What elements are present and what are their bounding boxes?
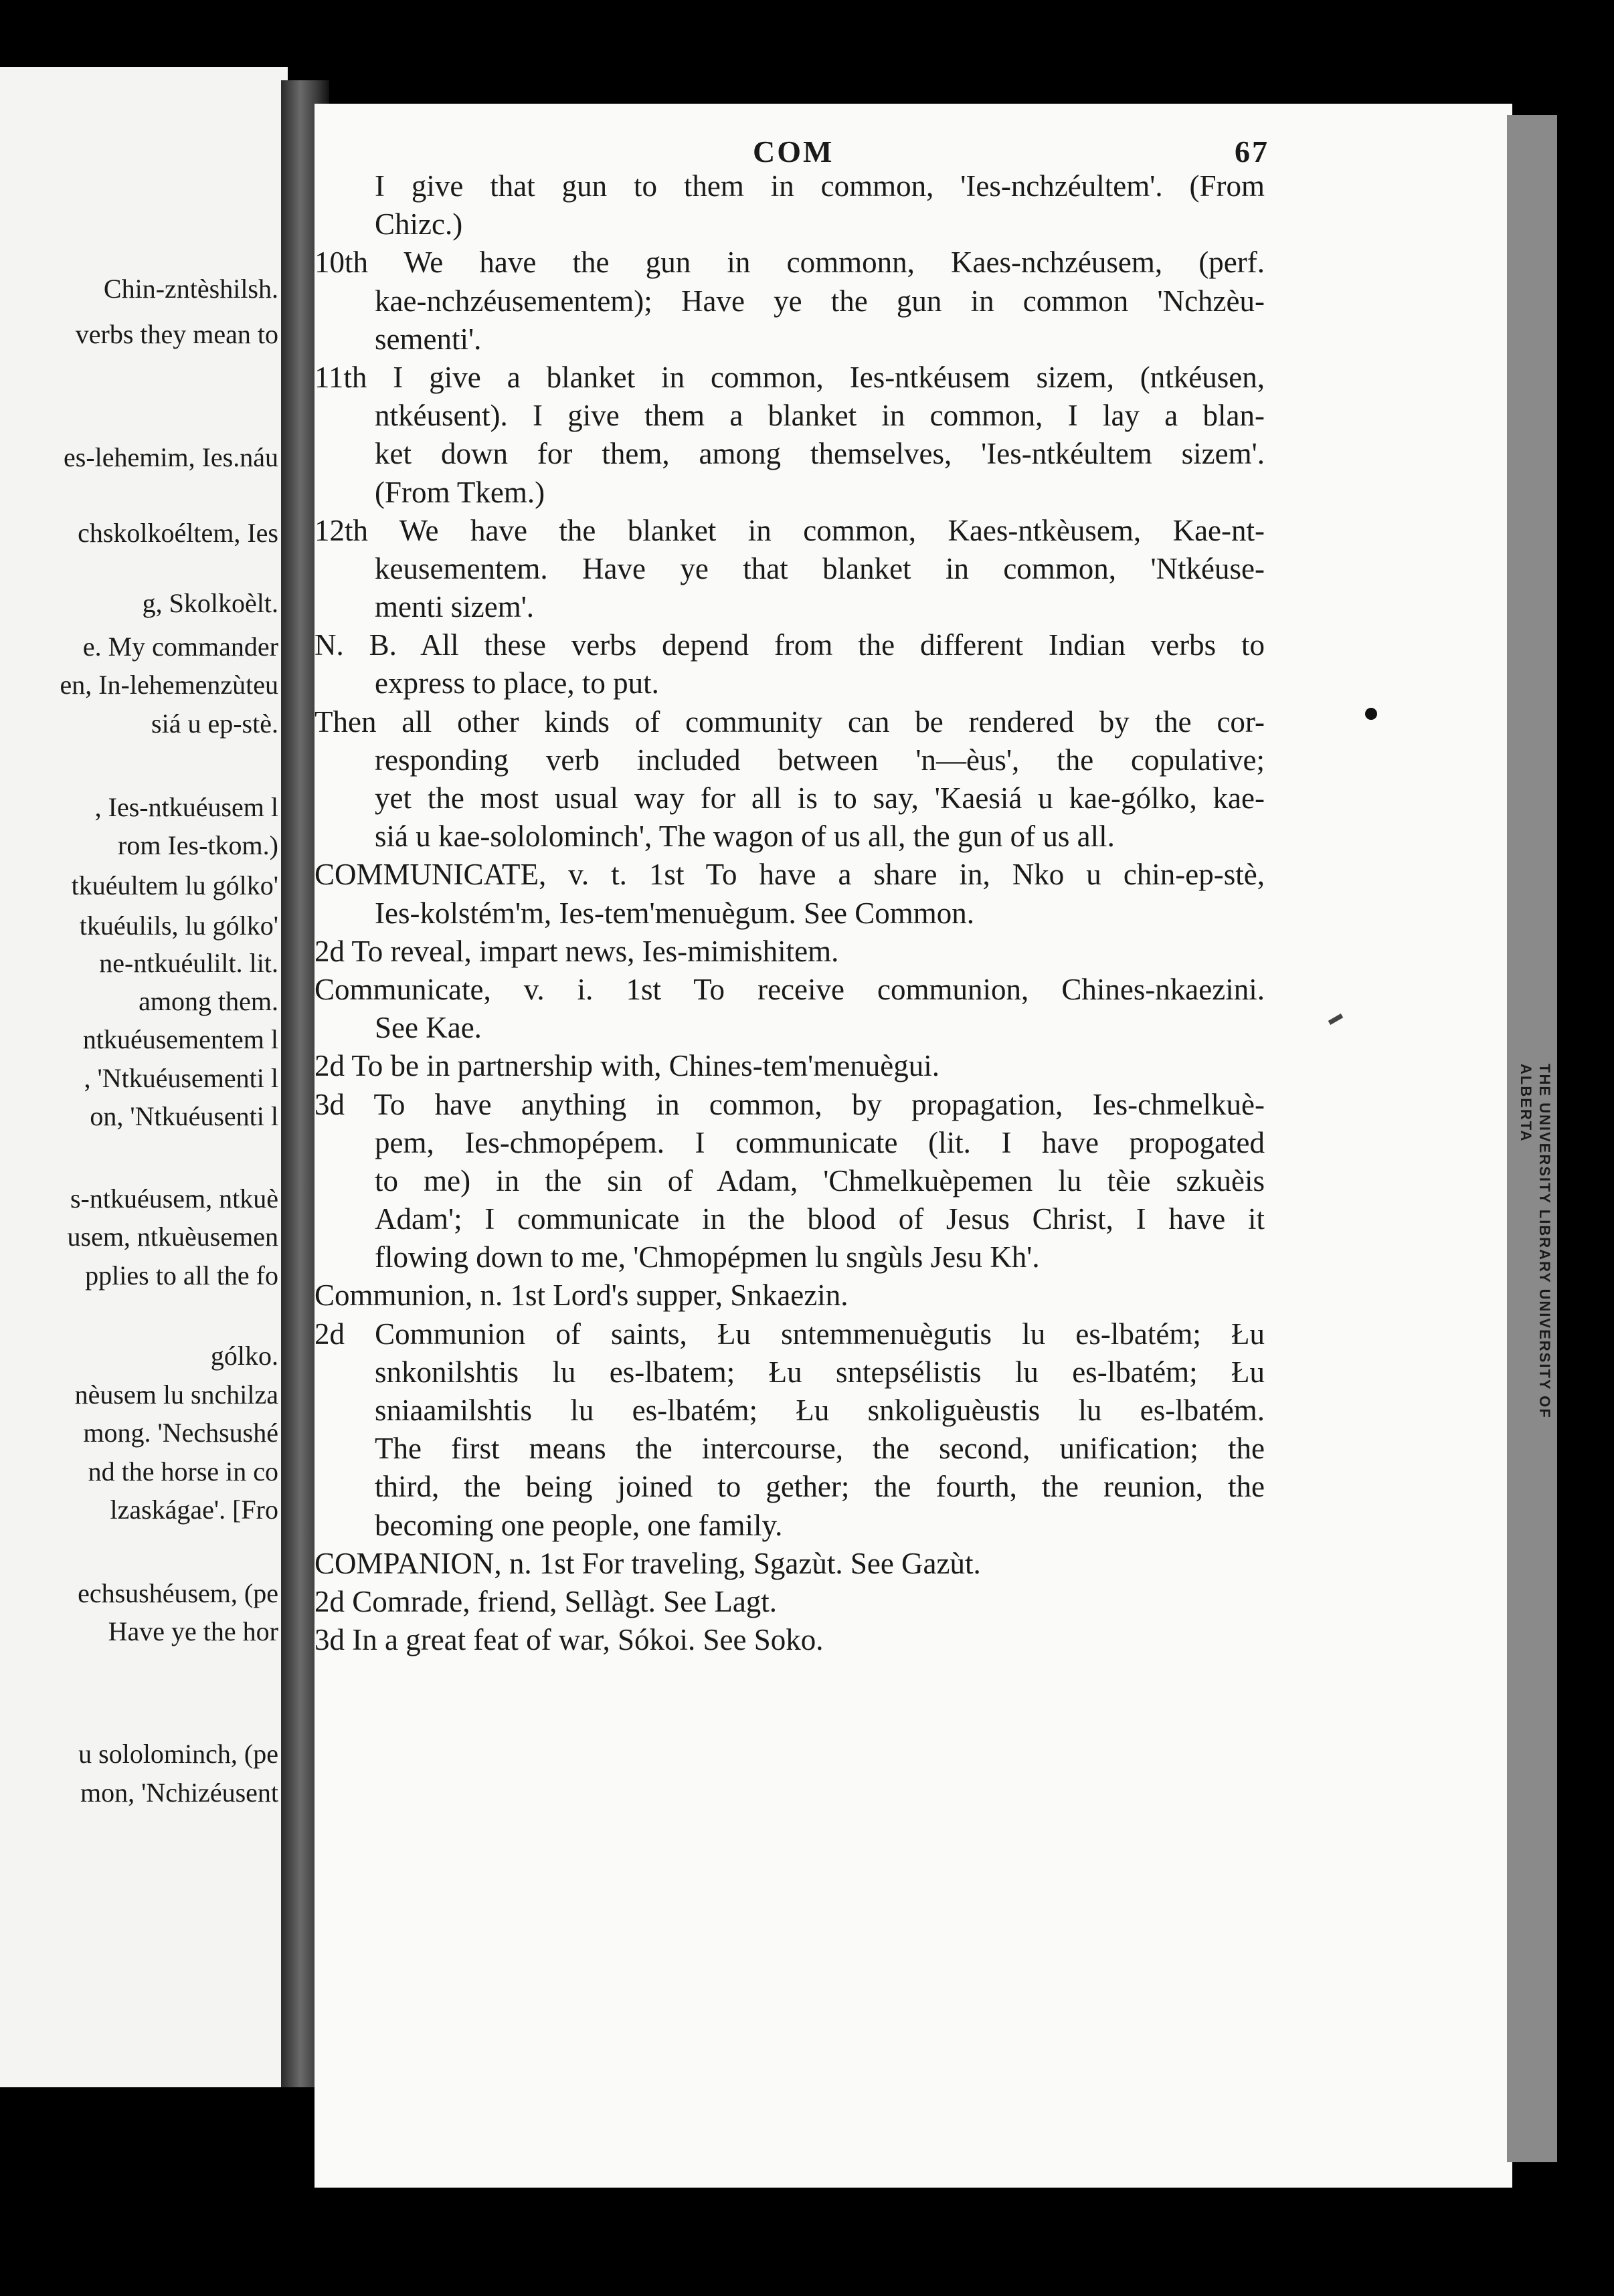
text-line: kae-nchzéusementem); Have ye the gun in common 'Nchzèu-	[375, 284, 1265, 318]
left-page-line: tkuéultem lu gólko'	[71, 870, 278, 900]
text-line: I give that gun to them in common, 'Ies-nchzéultem'. (From	[375, 169, 1265, 203]
library-stamp: THE UNIVERSITY LIBRARY UNIVERSITY OF ALBERTA	[1518, 1064, 1553, 1419]
left-page-line: nd the horse in co	[88, 1456, 278, 1487]
left-page-line: , Ies-ntkuéusem l	[94, 792, 278, 822]
text-line: Communicate, v. i. 1st To receive communion, Chines-nkaezini.	[315, 972, 1265, 1006]
text-line: keusementem. Have ye that blanket in common, 'Ntkéuse-	[375, 551, 1265, 585]
text-line: (From Tkem.)	[375, 475, 545, 509]
left-page-line: echsushéusem, (pe	[78, 1578, 278, 1608]
left-page	[0, 67, 288, 2087]
left-page-line: ne-ntkuéulilt. lit.	[99, 948, 278, 978]
running-head: COM	[753, 134, 834, 169]
left-page-line: ntkuéusementem l	[82, 1024, 278, 1054]
text-line: menti sizem'.	[375, 590, 535, 624]
text-line: sementi'.	[375, 322, 482, 356]
dictionary-text	[315, 167, 1265, 1659]
left-page-line: tkuéulils, lu gólko'	[79, 911, 278, 941]
left-page-line: among them.	[139, 986, 278, 1016]
text-line: The first means the intercourse, the second, unification; the	[375, 1432, 1265, 1466]
text-line: 3d To have anything in common, by propagation, Ies-chmelkuè-	[315, 1087, 1265, 1121]
left-page-line: on, 'Ntkuéusenti l	[90, 1101, 278, 1131]
left-page-line: lzaskágae'. [Fro	[110, 1495, 278, 1525]
left-page-line: es-lehemim, Ies.náu	[64, 442, 278, 472]
left-page-line: siá u ep-stè.	[151, 708, 278, 739]
text-line: COMMUNICATE, v. t. 1st To have a share in, Nko u chin-ep-stè,	[315, 858, 1265, 892]
text-line: 11th I give a blanket in common, Ies-ntkéusem sizem, (ntkéusen,	[315, 360, 1265, 394]
left-page-line: e. My commander	[82, 632, 278, 662]
text-line: 2d To be in partnership with, Chines-tem'menuègui.	[315, 1049, 939, 1083]
text-line: Communion, n. 1st Lord's supper, Snkaezin.	[315, 1278, 848, 1313]
left-page-line: verbs they mean to	[75, 319, 278, 349]
left-page-line: rom Ies-tkom.)	[118, 830, 278, 860]
text-line: See Kae.	[375, 1011, 482, 1045]
text-line: snkonilshtis lu es-lbatem; Łu sntepsélistis lu es-lbatém; Łu	[375, 1355, 1265, 1389]
text-line: ket down for them, among themselves, 'Ies-ntkéultem sizem'.	[375, 437, 1265, 471]
text-line: siá u kae-sololominch', The wagon of us all, the gun of us all.	[375, 820, 1115, 854]
left-page-line: u sololominch, (pe	[78, 1739, 278, 1769]
text-line: 3d In a great feat of war, Sókoi. See Soko.	[315, 1623, 824, 1657]
left-page-line: chskolkoéltem, Ies	[78, 518, 278, 548]
ink-dot	[1365, 708, 1377, 720]
text-line: COMPANION, n. 1st For traveling, Sgazùt. See Gazùt.	[315, 1546, 981, 1580]
text-line: responding verb included between 'n—èus', the copulative;	[375, 743, 1265, 777]
left-page-line: pplies to all the fo	[85, 1260, 278, 1290]
text-line: 10th We have the gun in commonn, Kaes-nchzéusem, (perf.	[315, 246, 1265, 280]
left-page-line: g, Skolkoèlt.	[142, 588, 278, 618]
text-line: Chizc.)	[375, 207, 463, 242]
left-page-line: nèusem lu snchilza	[74, 1379, 278, 1410]
text-line: sniaamilshtis lu es-lbatém; Łu snkoliguèustis lu es-lbatém.	[375, 1394, 1265, 1427]
text-line: Ies-kolstém'm, Ies-tem'menuègum. See Common.	[375, 896, 975, 930]
text-line: Then all other kinds of community can be rendered by the cor-	[315, 704, 1265, 739]
left-page-line: Chin-zntèshilsh.	[103, 274, 278, 304]
left-page-line: , 'Ntkuéusementi l	[84, 1063, 278, 1093]
text-line: 2d Comrade, friend, Sellàgt. See Lagt.	[315, 1584, 778, 1618]
text-line: becoming one people, one family.	[375, 1508, 783, 1542]
text-line: Adam'; I communicate in the blood of Jesus Christ, I have it	[375, 1202, 1265, 1236]
text-line: 2d To reveal, impart news, Ies-mimishitem.	[315, 934, 839, 968]
text-line: express to place, to put.	[375, 666, 659, 700]
text-line: N. B. All these verbs depend from the different Indian verbs to	[315, 628, 1265, 662]
text-line: ntkéusent). I give them a blanket in common, I lay a blan-	[375, 399, 1265, 433]
left-page-line: en, In-lehemenzùteu	[60, 670, 278, 700]
text-line: yet the most usual way for all is to say, 'Kaesiá u kae-gólko, kae-	[375, 781, 1265, 815]
left-page-line: gólko.	[210, 1341, 278, 1371]
text-line: pem, Ies-chmopépem. I communicate (lit. I have propogated	[375, 1125, 1265, 1159]
left-page-line: mon, 'Nchizéusent	[80, 1778, 278, 1808]
page-number: 67	[1235, 134, 1269, 169]
left-page-line: usem, ntkuèusemen	[67, 1222, 278, 1252]
left-page-line: mong. 'Nechsushé	[83, 1418, 278, 1448]
text-line: flowing down to me, 'Chmopépmen lu sngùls Jesu Kh'.	[375, 1240, 1040, 1274]
text-line: to me) in the sin of Adam, 'Chmelkuèpemen lu tèie szkuèis	[375, 1163, 1265, 1198]
left-page-line: s-ntkuéusem, ntkuè	[70, 1183, 278, 1214]
text-line: 12th We have the blanket in common, Kaes-ntkèusem, Kae-nt-	[315, 513, 1265, 547]
left-page-line: Have ye the hor	[108, 1616, 278, 1646]
text-line: 2d Communion of saints, Łu sntemmenuègutis lu es-lbatém; Łu	[315, 1317, 1265, 1351]
text-line: third, the being joined to gether; the fourth, the reunion, the	[375, 1470, 1265, 1504]
